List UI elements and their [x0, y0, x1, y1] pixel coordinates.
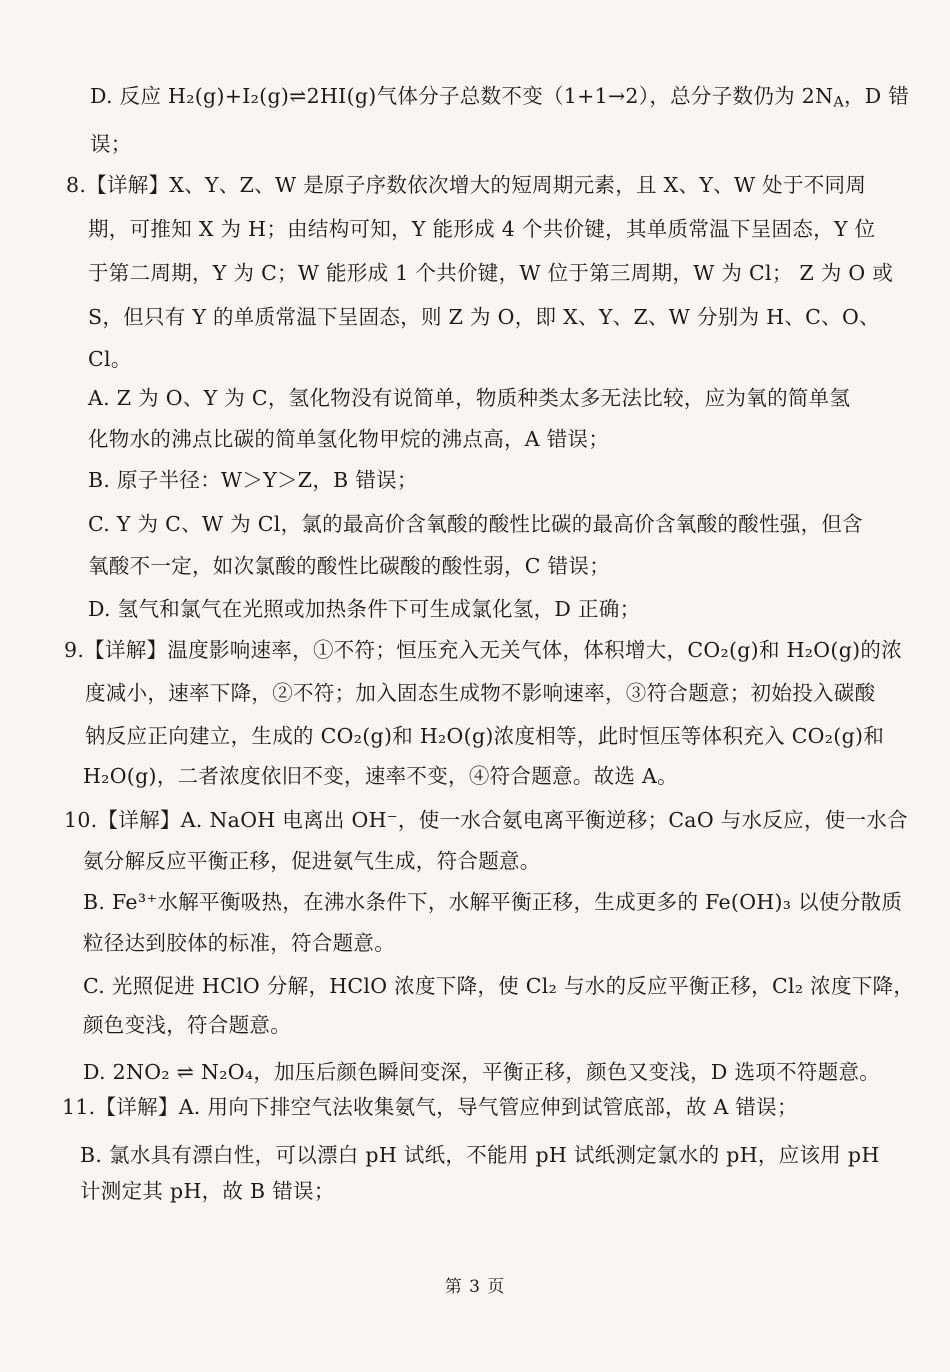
text-line: 11.【详解】A. 用向下排空气法收集氨气，导气管应伸到试管底部，故 A 错误； — [62, 1095, 798, 1119]
text-line: B. 原子半径：W＞Y＞Z，B 错误； — [88, 468, 418, 492]
text-line: A. Z 为 O、Y 为 C，氢化物没有说简单，物质种类太多无法比较，应为氧的简单氢 — [88, 386, 851, 410]
text-line: 钠反应正向建立，生成的 CO₂(g)和 H₂O(g)浓度相等，此时恒压等体积充入 CO₂(g)和 — [85, 724, 885, 748]
text-line: D. 2NO₂ ⇌ N₂O₄，加压后颜色瞬间变深，平衡正移，颜色又变浅，D 选项不符题意。 — [83, 1060, 881, 1084]
text-line: 9.【详解】温度影响速率，①不符；恒压充入无关气体，体积增大，CO₂(g)和 H₂O(g)的浓 — [64, 638, 903, 662]
text-line: 8.【详解】X、Y、Z、W 是原子序数依次增大的短周期元素，且 X、Y、W 处于不同周 — [66, 173, 867, 197]
text-line: S，但只有 Y 的单质常温下呈固态，则 Z 为 O，即 X、Y、Z、W 分别为 H、C、O、 — [88, 305, 880, 329]
text-line: Cl。 — [88, 347, 132, 371]
text-line: 化物水的沸点比碳的简单氢化物甲烷的沸点高，A 错误； — [88, 427, 610, 451]
text-line: C. Y 为 C、W 为 Cl，氯的最高价含氧酸的酸性比碳的最高价含氧酸的酸性强，但含 — [88, 512, 863, 536]
text-line: 计测定其 pH，故 B 错误； — [80, 1179, 335, 1203]
text-line: 氨分解反应平衡正移，促进氨气生成，符合题意。 — [83, 849, 541, 873]
text-line: 氧酸不一定，如次氯酸的酸性比碳酸的酸性弱，C 错误； — [88, 554, 610, 578]
text-line: D. 反应 H₂(g)+I₂(g)⇌2HI(g)气体分子总数不变（1+1→2），总分子数仍为 $2N_A$，D 错 — [90, 84, 910, 111]
text-line: D. 氢气和氯气在光照或加热条件下可生成氯化氢，D 正确； — [88, 597, 641, 621]
page-number: 第 3 页 — [444, 1277, 506, 1297]
text-line: B. 氯水具有漂白性，可以漂白 pH 试纸，不能用 pH 试纸测定氯水的 pH，应该用 pH — [80, 1143, 880, 1167]
text-line: B. Fe³⁺水解平衡吸热，在沸水条件下，水解平衡正移，生成更多的 Fe(OH)₃ 以使分散质 — [83, 890, 903, 914]
text-line: 粒径达到胶体的标准，符合题意。 — [83, 931, 395, 955]
text-line: 10.【详解】A. NaOH 电离出 OH⁻，使一水合氨电离平衡逆移；CaO 与水反应，使一水合 — [64, 808, 908, 832]
text-line: 期，可推知 X 为 H；由结构可知，Y 能形成 4 个共价键，其单质常温下呈固态，Y 位 — [88, 217, 876, 241]
text-line: 于第二周期，Y 为 C；W 能形成 1 个共价键，W 位于第三周期，W 为 Cl； Z 为 O 或 — [88, 261, 894, 285]
text-line: H₂O(g)，二者浓度依旧不变，速率不变，④符合题意。故选 A。 — [83, 764, 678, 788]
text-line: C. 光照促进 HClO 分解，HClO 浓度下降，使 Cl₂ 与水的反应平衡正移，Cl₂ 浓度下降， — [83, 974, 915, 998]
text-line: 颜色变浅，符合题意。 — [83, 1013, 291, 1037]
text-line: 误； — [90, 132, 132, 156]
text-line: 度减小，速率下降，②不符；加入固态生成物不影响速率，③符合题意；初始投入碳酸 — [85, 681, 876, 705]
